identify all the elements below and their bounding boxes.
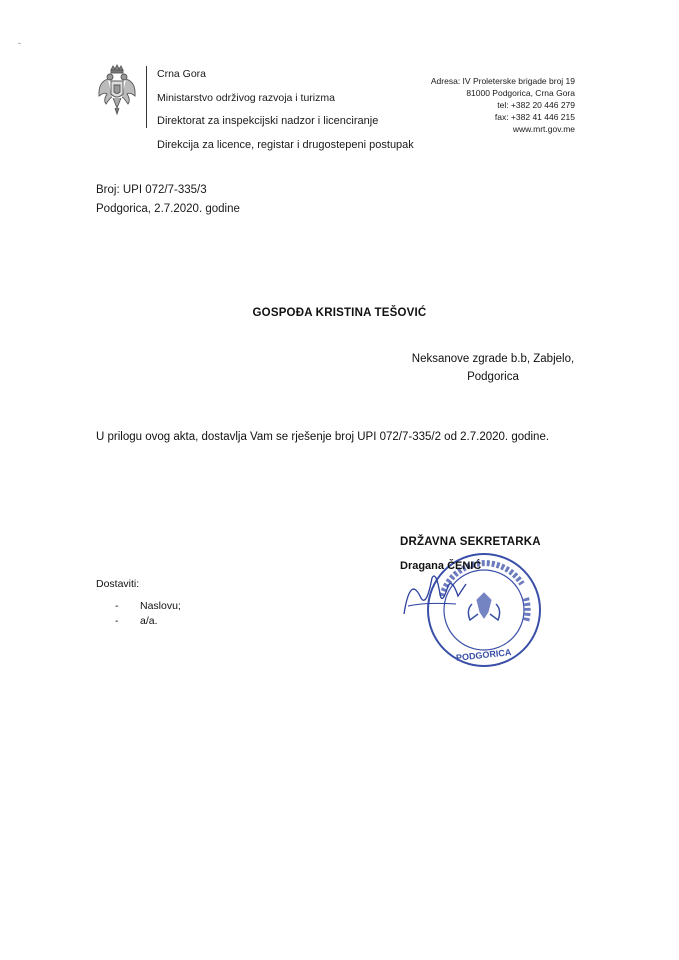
list-item <box>115 614 181 629</box>
reference-place-date: Podgorica, 2.7.2020. godine <box>96 203 240 215</box>
header-divider <box>146 66 147 128</box>
document-reference <box>96 181 240 219</box>
list-dash: - <box>115 615 119 627</box>
list-item <box>115 599 181 614</box>
corner-mark: - <box>18 38 21 48</box>
stamp-bottom-text: PODGORICA <box>455 647 512 663</box>
addressee-address-line1: Neksanove zgrade b.b, Zabjelo, <box>411 353 575 365</box>
addressee-address-line2: Podgorica <box>467 371 519 383</box>
contact-fax: fax: +382 41 446 215 <box>494 112 575 122</box>
reference-number: Broj: UPI 072/7-335/3 <box>96 184 207 196</box>
distribution-list <box>115 599 181 629</box>
header-contact <box>431 75 575 135</box>
body-text: U prilogu ovog akta, dostavlja Vam se rješenje broj UPI 072/7-335/2 od 2.7.2020. godine. <box>96 431 550 443</box>
addressee-name: GOSPOĐA KRISTINA TEŠOVIĆ <box>252 307 427 319</box>
list-dash: - <box>115 600 119 612</box>
org-directorate-unit: Direkcija za licence, registar i drugostepeni postupak <box>157 139 414 151</box>
org-directorate: Direktorat za inspekcijski nadzor i licenciranje <box>157 115 379 127</box>
distribution-label: Dostaviti: <box>96 578 140 590</box>
contact-phone: tel: +382 20 446 279 <box>497 100 575 110</box>
signature-title: DRŽAVNA SEKRETARKA <box>400 536 541 548</box>
contact-city: 81000 Podgorica, Crna Gora <box>466 88 575 98</box>
org-ministry: Ministarstvo održivog razvoja i turizma <box>157 92 335 104</box>
montenegro-coat-of-arms-icon <box>96 64 138 116</box>
distribution-item-label: a/a. <box>140 615 158 627</box>
contact-website: www.mrt.gov.me <box>512 124 575 134</box>
handwritten-signature-icon <box>396 566 496 626</box>
contact-address: Adresa: IV Proleterske brigade broj 19 <box>430 76 575 86</box>
org-country: Crna Gora <box>157 68 207 80</box>
signatory-name: Dragana ČENIĆ <box>400 560 482 572</box>
distribution-item-label: Naslovu; <box>140 600 181 612</box>
addressee-address <box>393 350 593 386</box>
